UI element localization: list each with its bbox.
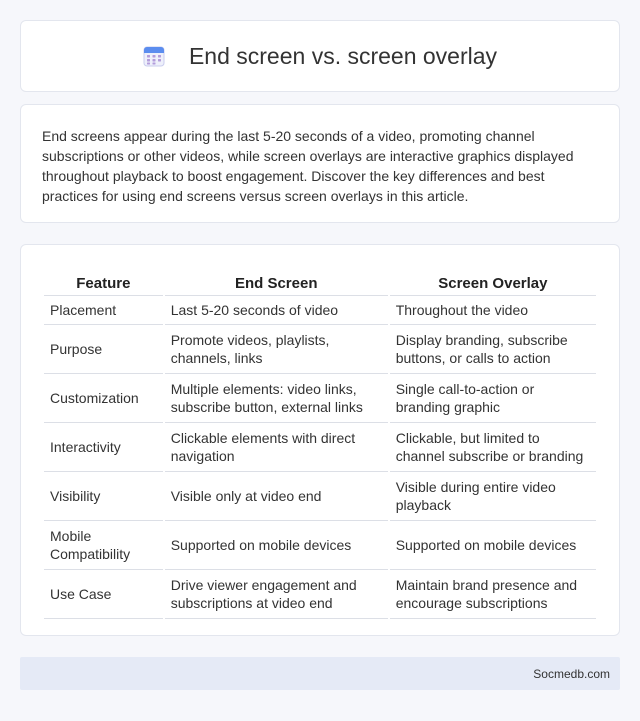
table-cell: Supported on mobile devices [390, 521, 596, 570]
comparison-table [42, 267, 598, 619]
table-header-row [44, 267, 596, 296]
table-cell: Mobile Compatibility [44, 521, 163, 570]
table-row [44, 570, 596, 619]
table-row [44, 296, 596, 325]
column-header: End Screen [165, 267, 388, 296]
table-cell: Throughout the video [390, 296, 596, 325]
intro-card [20, 104, 620, 223]
table-row [44, 423, 596, 472]
table-row [44, 472, 596, 521]
table-row [44, 374, 596, 423]
calendar-icon [143, 45, 165, 67]
intro-text: End screens appear during the last 5-20 seconds of a video, promoting channel subscriptions or other videos, while screen overlays are interactive graphics displayed throughout playback to boost engagement. Discover the key differences and best practices for using end screens versus screen overlays in this article. [42, 128, 574, 204]
comparison-table-card [20, 244, 620, 636]
table-cell: Placement [44, 296, 163, 325]
title-card [20, 20, 620, 92]
column-header: Feature [44, 267, 163, 296]
table-cell: Visible only at video end [165, 472, 388, 521]
table-cell: Interactivity [44, 423, 163, 472]
table-cell: Visibility [44, 472, 163, 521]
table-cell: Clickable, but limited to channel subscribe or branding [390, 423, 596, 472]
column-header: Screen Overlay [390, 267, 596, 296]
table-cell: Promote videos, playlists, channels, links [165, 325, 388, 374]
table-cell: Last 5-20 seconds of video [165, 296, 388, 325]
page-title: End screen vs. screen overlay [188, 42, 498, 69]
table-cell: Maintain brand presence and encourage subscriptions [390, 570, 596, 619]
table-cell: Clickable elements with direct navigation [165, 423, 388, 472]
table-cell: Supported on mobile devices [165, 521, 388, 570]
source-link[interactable]: Socmedb.com [533, 666, 610, 681]
table-cell: Customization [44, 374, 163, 423]
table-cell: Single call-to-action or branding graphic [390, 374, 596, 423]
table-cell: Drive viewer engagement and subscriptions at video end [165, 570, 388, 619]
table-cell: Visible during entire video playback [390, 472, 596, 521]
table-cell: Multiple elements: video links, subscribe button, external links [165, 374, 388, 423]
table-row [44, 521, 596, 570]
table-cell: Purpose [44, 325, 163, 374]
table-cell: Use Case [44, 570, 163, 619]
footer [20, 657, 620, 690]
table-cell: Display branding, subscribe buttons, or calls to action [390, 325, 596, 374]
table-row [44, 325, 596, 374]
